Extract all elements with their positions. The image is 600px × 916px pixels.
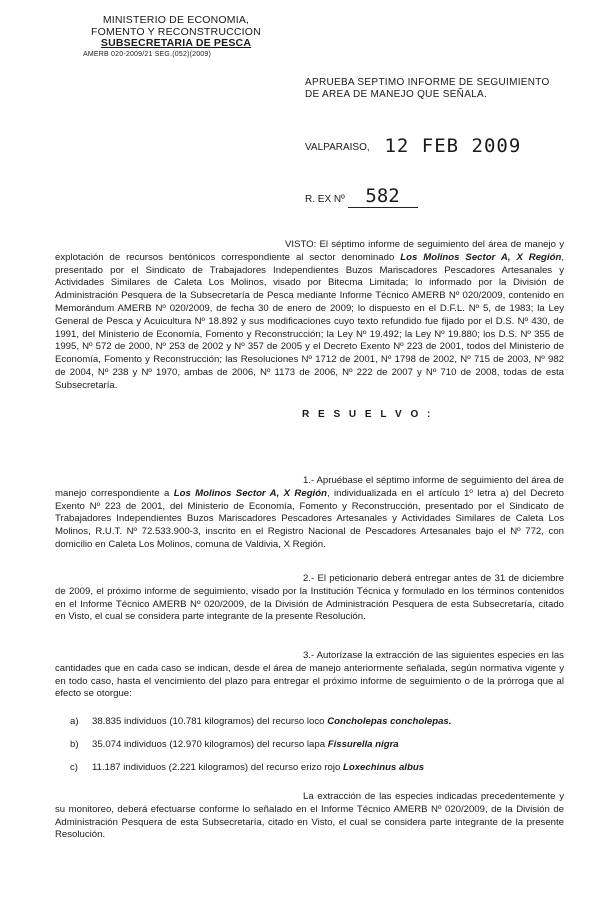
ministry-line-2: FOMENTO Y RECONSTRUCCION (91, 25, 261, 38)
item-text: 38.835 individuos (10.781 kilogramos) del recurso loco (92, 716, 328, 727)
file-reference: AMERB 020-2009/21 SEG.(052)(2009) (83, 50, 211, 58)
place-and-date (305, 133, 521, 155)
ministry-line-1: MINISTERIO DE ECONOMIA, (102, 14, 250, 26)
visto-paragraph (55, 239, 564, 393)
article-2-lead: 2.- El peticionario deberá entregar antes de 31 de (303, 573, 520, 584)
item-label: c) (70, 762, 78, 773)
article-3-closing (55, 791, 564, 842)
closing-lead: La extracción de las especies indicadas (303, 791, 478, 802)
item-text: 11.187 individuos (2.221 kilogramos) del recurso erizo rojo (92, 762, 343, 773)
place: VALPARAISO, (305, 142, 370, 153)
item-species: Loxechinus albus (343, 762, 425, 773)
subject-line-1: APRUEBA SEPTIMO INFORME DE SEGUIMIENTO (305, 77, 550, 88)
article-3-lead: 3.- Autorízase la extracción de las siguientes especies (303, 650, 536, 661)
item-text: 35.074 individuos (12.970 kilogramos) del recurso lapa (92, 739, 328, 750)
visto-sector: Los Molinos Sector A, X Región (400, 251, 562, 263)
article-1-lead: 1.- Apruébase el séptimo informe de seguimiento del (303, 475, 529, 486)
resolution-subject (305, 77, 575, 101)
resolution-number: 582 (348, 185, 418, 208)
article-1-text-after: , individualizada en el artículo 1º letra a) del Decreto Exento Nº 223 de 2001, del Ministerio de Economía, Fomento y Reconstrucción, presentado por el Sindicato de Trabajadores Independientes Buzos Mariscadores Pescadores Artesanales y Actividades Similares de Caleta Los Molinos, R.U.T. Nº 72.533.900-3, inscrito en el Registro Nacional de Pescadores Artesanales bajo el Nº 772, con domicilio en Caleta Los Molinos, comuna de Valdivia, X Región. (55, 487, 564, 550)
subject-line-2: DE AREA DE MANEJO QUE SEÑALA. (305, 89, 488, 100)
closing-text: precedentemente y su monitoreo, deberá efectuarse conforme lo señalado en el Informe Técnico AMERB Nº 020/2009, de la División de Administración Pesquera de esta Subsecretaría, citado en Visto, el cual se considera parte integrante de la presente Resolución. (55, 791, 564, 841)
article-1-sector: Los Molinos Sector A, X Región (173, 487, 327, 499)
visto-text-after: , presentado por el Sindicato de Trabajadores Independientes Buzos Mariscadores Pescadores Artesanales y Actividades Similares de Caleta Los Molinos, visado por Bitecma Limitada; lo informado por la División de Administración Pesquera de la Subsecretaría de Pesca mediante Informe Técnico AMERB Nº 020/2009, contenido en Memorándum AMERB Nº 020/2009, de fecha 30 de enero de 2009; lo dispuesto en el D.F.L. Nº 5, de 1983; la Ley General de Pesca y Acuicultura Nº 18.892 y sus modificaciones cuyo texto refundido fue fijado por el D.S. Nº 430, de 1991, del Ministerio de Economía, Fomento y Reconstrucción; la Ley Nº 19.492; la Ley Nº 19.880; los D.S. Nº 355 de 1995, Nº 572 de 2000, Nº 253 de 2002 y Nº 357 de 2005 y el Decreto Exento Nº 223 de 2001, todos del Ministerio de Economía, Fomento y Reconstrucción; las Resoluciones Nº 1712 de 2001, Nº 1798 de 2002, Nº 715 de 2003, Nº 982 de 2004, Nº 238 y Nº 1970, ambas de 2006, Nº 1173 de 2006, Nº 222 de 2007 y Nº 710 de 2008, todas de esta Subsecretaría. (55, 251, 564, 391)
visto-text-before: de manejo y explotación de recursos bentónicos correspondiente al sector denominado (55, 239, 564, 263)
letterhead (83, 14, 266, 59)
date-stamp: 12 FEB 2009 (384, 135, 522, 157)
visto-lead: VISTO: El séptimo informe de seguimiento del área (285, 239, 508, 250)
species-item-b (70, 739, 399, 750)
resolution-number-line (305, 185, 418, 208)
item-label: a) (70, 716, 79, 727)
article-1-text-before: área de manejo correspondiente a (55, 475, 565, 499)
resuelvo-heading: R E S U E L V O : (302, 409, 434, 420)
subsecretaria-name: SUBSECRETARIA DE PESCA (100, 37, 252, 49)
item-species: Fissurella nigra (327, 739, 399, 750)
article-1 (55, 475, 564, 552)
species-item-a (70, 716, 451, 727)
item-label: b) (70, 739, 79, 750)
article-3 (55, 650, 564, 701)
article-3-text: en las cantidades que en cada caso se indican, desde el área de manejo anteriormente señalada, según normativa vigente y en todo caso, hasta el vencimiento del plazo para entregar el próximo informe de seguimiento o de la prórroga que al efecto se otorgue: (55, 650, 564, 700)
article-2 (55, 573, 564, 624)
article-2-text: diciembre de 2009, el próximo informe de seguimiento, visado por la Institución Técnica y formulado en los términos contenidos en el Informe Técnico AMERB Nº 020/2009, de la División de Administración Pesquera de esta Subsecretaría, citado en Visto, el cual se considera parte integrante de la presente Resolución. (55, 573, 564, 623)
item-species: Concholepas concholepas. (327, 716, 452, 727)
resolution-label: R. EX Nº (305, 194, 345, 205)
species-item-c (70, 762, 424, 773)
